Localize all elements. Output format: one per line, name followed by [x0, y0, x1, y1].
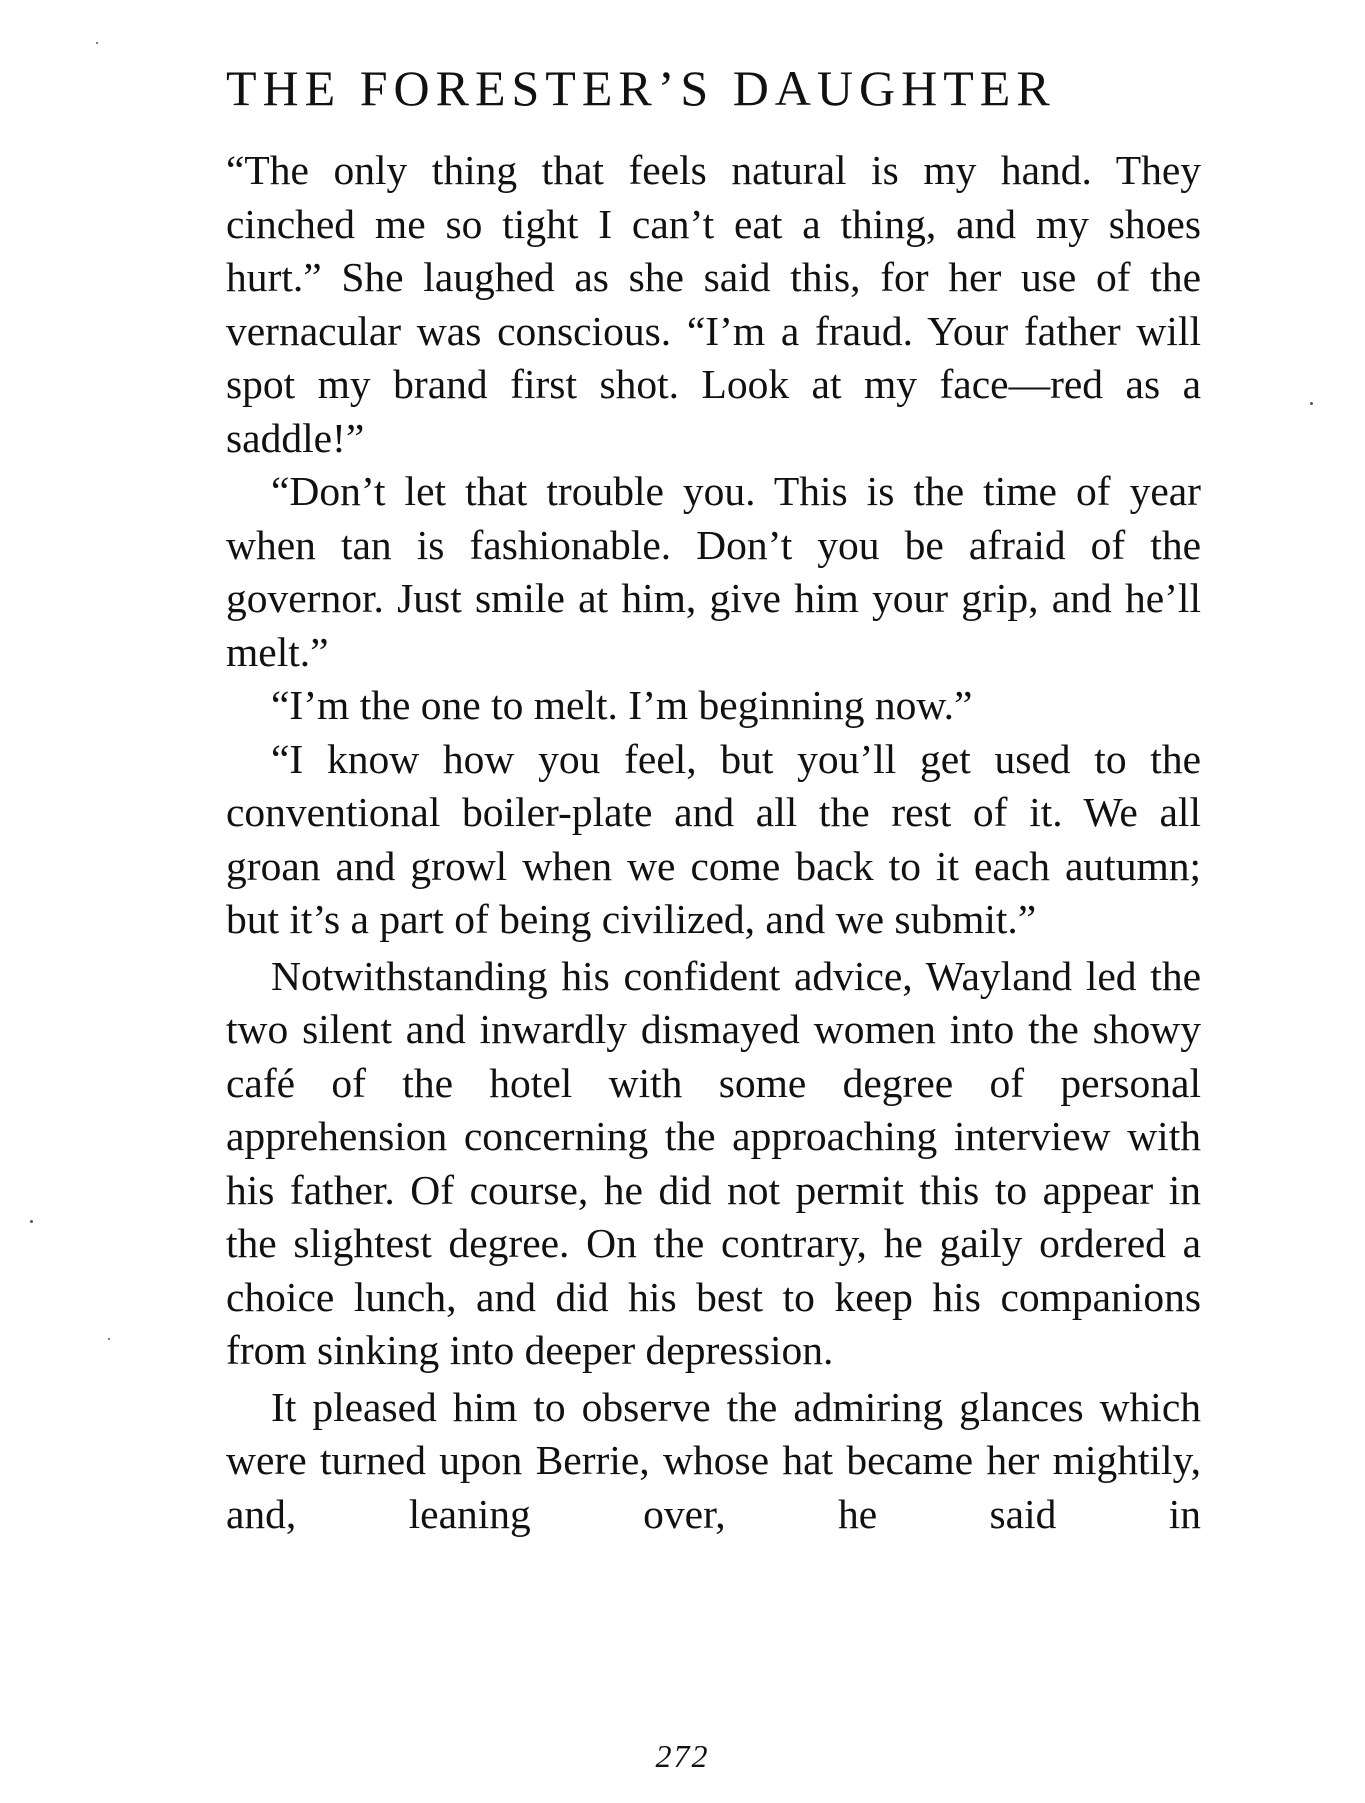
paragraph: “I know how you feel, but you’ll get used to the conventional boiler-plate and all the rest of it. We all groan and growl when we come back to it each autumn; but it’s a part of being civilized, and we submit.”: [226, 735, 1201, 942]
page-number: 272: [655, 1738, 710, 1774]
body-text: [226, 144, 1201, 1541]
running-head-title: THE FORESTER’S DAUGHTER: [226, 60, 1056, 116]
paper-speck: [96, 42, 98, 44]
paragraph: Notwithstanding his confident advice, Wayland led the two silent and inwardly dismayed women into the showy café of the hotel with some degree of personal apprehension concerning the approaching interview with his father. Of course, he did not permit this to appear in the slightest degree. On the contrary, he gaily ordered a choice lunch, and did his best to keep his companions from sinking into deeper depression.: [226, 952, 1201, 1373]
paper-speck: [1310, 402, 1313, 405]
paragraph: “The only thing that feels natural is my hand. They cinched me so tight I can’t eat a thing, and my shoes hurt.” She laughed as she said this, for her use of the vernacular was conscious. “I’m a fraud. Your father will spot my brand first shot. Look at my face—red as a saddle!”: [226, 147, 1201, 461]
paragraph: “Don’t let that trouble you. This is the time of year when tan is fashionable. Don’t you be afraid of the governor. Just smile at him, give him your grip, and he’ll melt.”: [226, 468, 1201, 675]
paper-speck: [30, 1220, 33, 1223]
paragraph: It pleased him to observe the admiring glances which were turned upon Berrie, whose hat became her mightily, and, leaning over, he said in: [226, 1383, 1201, 1537]
paragraph: “I’m the one to melt. I’m beginning now.”: [271, 682, 973, 728]
paper-speck: [108, 1338, 110, 1340]
